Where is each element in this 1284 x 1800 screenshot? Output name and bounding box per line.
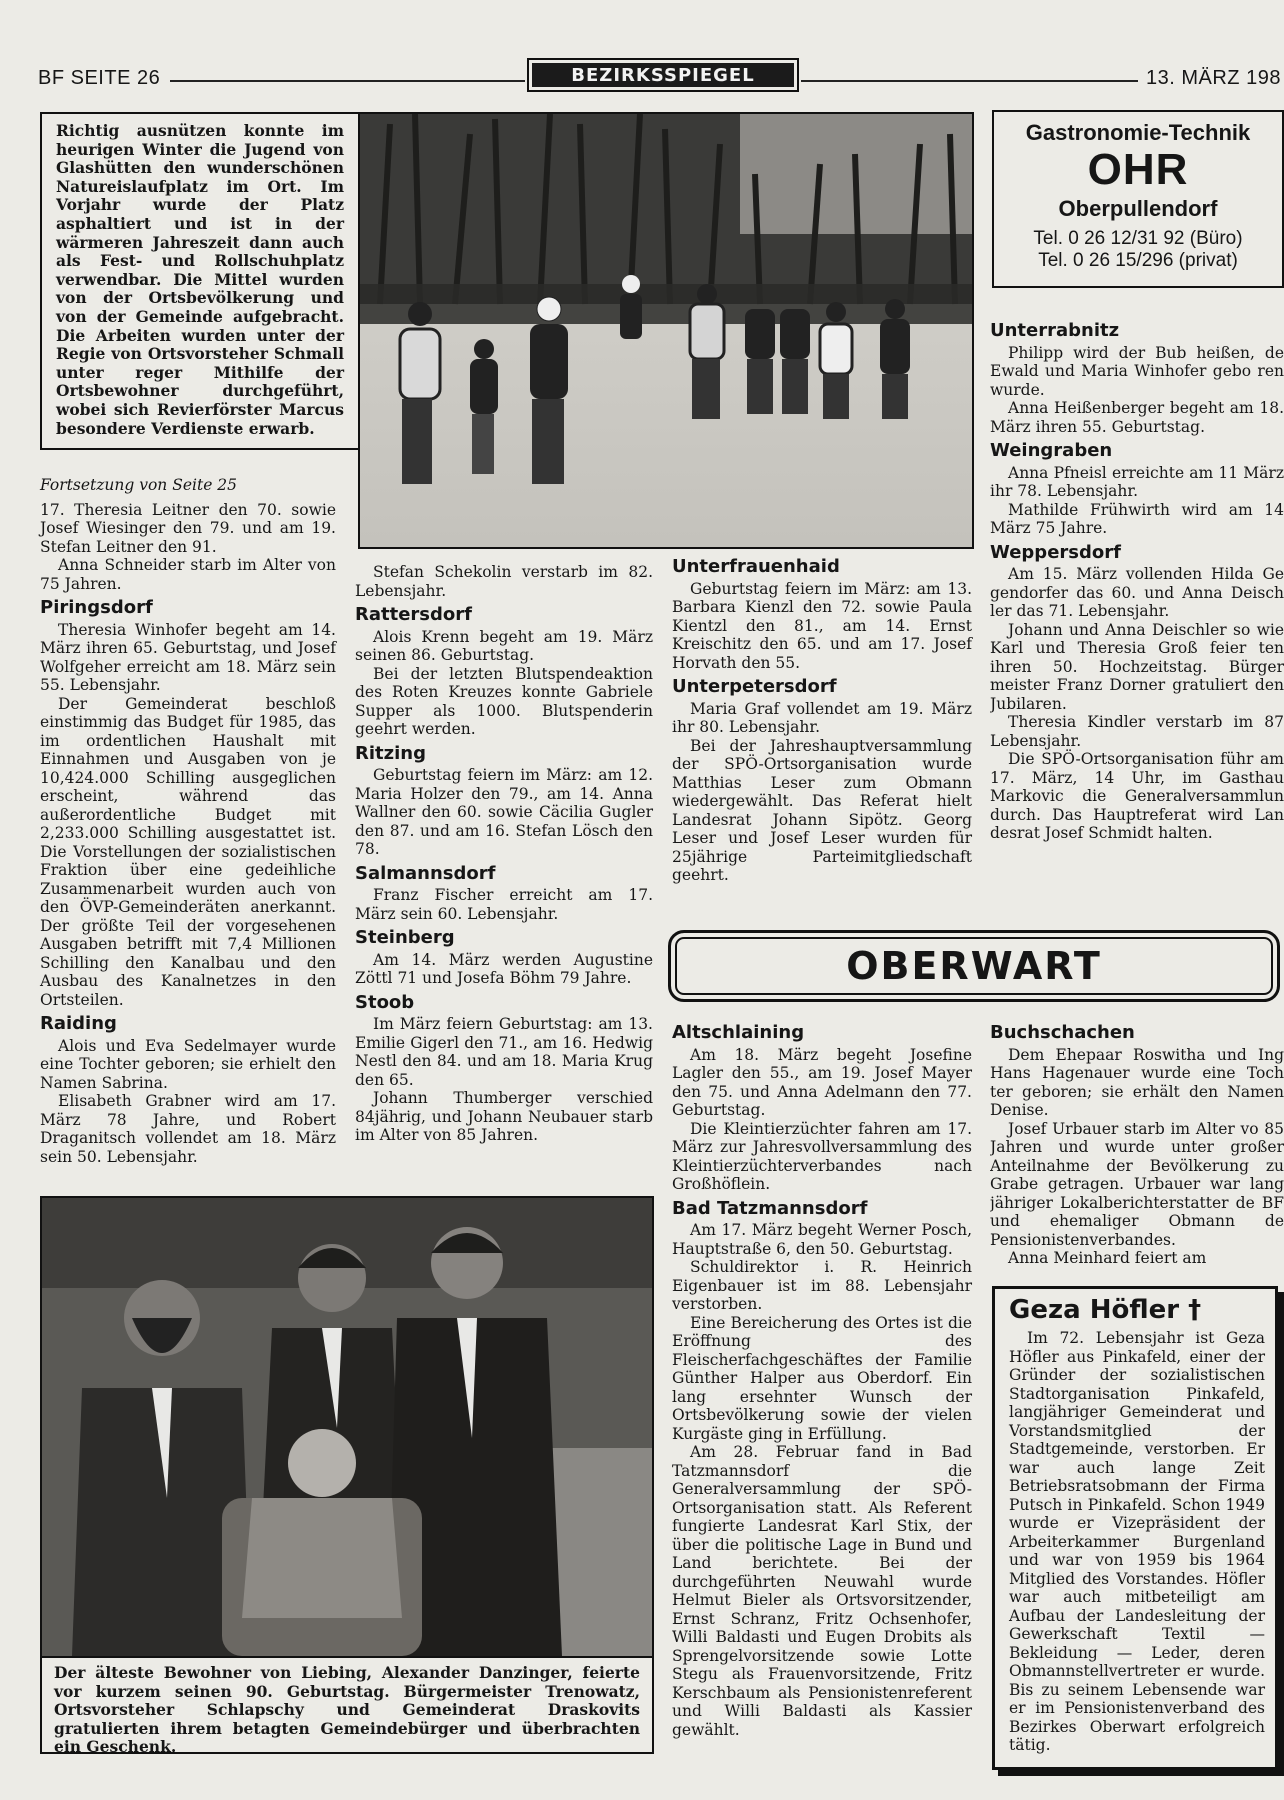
paragraph: Stefan Schekolin verstarb im 82. Lebensjahr. [355,563,653,600]
column-6 [990,1024,1284,1274]
paragraph: Anna Meinhard feiert am [1008,1249,1207,1267]
heading-piringsdorf: Piringsdorf [40,597,153,618]
heading-unterrabnitz: Unterrabnitz [990,322,1120,341]
family-caption-text: Der älteste Bewohner von Liebing, Alexander Danzinger, feierte vor kurzem seinen 90. Geburtstag. Bürgermeister Trenowatz, Ortsvorsteher Schlapschy und Gemeinderat Draskovits gratulierten ihrem betagten Gemeindebürger und überbrachten ein Geschenk. [54,1663,640,1757]
paragraph: Johann und Anna Deischler so wie Karl und Theresia Groß feier ten ihren 50. Hochzeitstag. Bürger meister Franz Dorner gratuliert den Jubilaren. [990,620,1284,713]
heading-bad-tatzmannsdorf: Bad Tatzmannsdorf [672,1197,868,1219]
ad-tel1: Tel. 0 26 12/31 92 (Büro) [1033,228,1243,249]
ad-line1: Gastronomie-Technik [1025,120,1251,145]
family-caption-box [40,1656,654,1757]
obituary-text: Im 72. Lebensjahr ist Geza Höfler aus Pinkafeld, einer der Gründer der sozialistischen Stadtorganisation Pinkafeld, langjähriger Gemeinderat und Vorstandsmitglied der Stadtgemeinde, verstorben. Er war auch lange Zeit Betriebsratsobmann der Firma Putsch in Pinkafeld. Schon 1949 wurde er Vizepräsident der Arbeiterkammer Burgenland und war von 1959 bis 1964 Mitglied des Vorstandes. Höfler war auch mitbeteiligt am Aufbau der Landesleitung der Gewerkschaft Textil — Bekleidung — Leder, deren Obmannstellvertreter er wurde. Bis zu seinem Lebensende war er im Pensionistenverband des Bezirkes Oberwart erfolgreich tätig. [1009,1329,1265,1754]
heading-rattersdorf: Rattersdorf [355,604,472,625]
ad-tel2: Tel. 0 26 15/296 (privat) [1038,250,1238,271]
paragraph: Anna Heißenberger begeht am 18. März ihren 55. Geburtstag. [990,399,1284,436]
paragraph: Geburtstag feiern im März: am 13. Barbara Kienzl den 72. sowie Paula Kientzl den 81., am 14. Ernst Kreischitz den 65. und am 17. Josef Horvath den 55. [672,579,972,672]
section-banner-oberwart [668,930,1280,1002]
column-2 [355,563,653,1145]
heading-unterpetersdorf: Unterpetersdorf [672,676,837,697]
ad-company-name: OHR [1087,145,1189,194]
paragraph: Franz Fischer erreicht am 17. März sein 60. Lebensjahr. [355,886,653,923]
paragraph: Bei der Jahreshauptversammlung der SPÖ-Ortsorganisation wurde Matthias Leser zum Obmann wiedergewählt. Das Referat hielt Landesrat Johann Sipötz. Georg Leser und Josef Leser wurden für 25jährige Parteimitgliedschaft geehrt. [672,736,972,884]
paragraph: Alois Krenn begeht am 19. März seinen 86. Geburtstag. [355,627,653,664]
paragraph: Eine Bereicherung des Ortes ist die Eröffnung des Fleischerfachgeschäftes der Familie Günther Halper aus Oberdorf. Ein lang ersehnter Wunsch der Ortsbevölkerung sowie der vielen Kurgäste ging in Erfüllung. [672,1313,972,1443]
paragraph: Anna Schneider starb im Alter von 75 Jahren. [40,556,336,593]
heading-unterfrauenhaid: Unterfrauenhaid [672,556,840,577]
paragraph: Am 14. März werden Augustine Zöttl 71 und Josefa Böhm 79 Jahre. [355,950,653,987]
ad-place: Oberpullendorf [1058,196,1218,221]
family-photo-image [42,1198,652,1656]
paragraph: 17. Theresia Leitner den 70. sowie Josef Wiesinger den 79. und am 19. Stefan Leitner den 91. [40,500,336,556]
paragraph: Alois und Eva Sedelmayer wurde eine Tochter geboren; sie erhielt den Namen Sabrina. [40,1036,336,1092]
header-rule-left [170,80,525,82]
header-rule-right [801,80,1138,82]
column-4 [990,322,1284,922]
paragraph: Geburtstag feiern im März: am 12. Maria Holzer den 79., am 14. Anna Wallner den 60. sowie Cäcilia Gugler den 87. und am 16. Stefan Lösch den 78. [355,766,653,858]
paragraph: Im März feiern Geburtstag: am 13. Emilie Gigerl den 71., am 16. Hedwig Nestl den 84. und am 18. Maria Krug den 65. [355,1015,653,1089]
heading-stoob: Stoob [355,991,415,1013]
skating-caption-box [40,112,360,450]
paragraph: Maria Graf vollendet am 19. März ihr 80. Lebensjahr. [672,699,972,736]
column-5 [672,1024,972,1739]
column-3 [672,558,972,885]
paragraph: Der Gemeinderat beschloß einstimmig das Budget für 1985, das im ordentlichen Haushalt mit Einnahmen und Ausgaben von je 10,424.000 Schilling ausgeglichen erscheint, während das außerordentliche Budget mit 2,233.000 Schilling ausgestattet ist. Die Vorstellungen der sozialistischen Fraktion über eine gedeihliche Zusammenarbeit wurden auch von den ÖVP-Gemeinderäten anerkannt. Der größte Teil der vorgesehenen Ausgaben betrifft mit 7,4 Millionen Schilling den Kanalbau und den Ausbau des Kanalnetzes in den Ortsteilen. [40,694,336,1009]
paragraph: Mathilde Frühwirth wird am 14 März 75 Jahre. [990,500,1284,537]
heading-buchschachen: Buchschachen [990,1024,1135,1043]
skating-photo-image [360,114,972,547]
heading-weppersdorf: Weppersdorf [990,541,1121,563]
paragraph: Die Kleintierzüchter fahren am 17. März zur Jahresvollversammlung des Kleintierzüchterverbandes nach Großhöflein. [672,1119,972,1193]
section-banner-title: OBERWART [846,944,1102,988]
skating-caption-text: Richtig ausnützen konnte im heurigen Winter die Jugend von Glashütten den wunderschönen Natureislaufplatz im Ort. Im Vorjahr wurde der Platz asphaltiert und ist in der wärmeren Jahreszeit dann auch als Fest- und Rollschuhplatz verwendbar. Die Mittel wurden von der Ortsbevölkerung und von der Gemeinde aufgebracht. Die Arbeiten wurden unter der Regie von Ortsvorsteher Schmall unter reger Mithilfe der Ortsbewohner durchgeführt, wobei sich Revierförster Marcus besondere Verdienste erwarb. [56,121,344,438]
paragraph: Josef Urbauer starb im Alter vo 85 Jahren und wurde unter großer Anteilnahme der Bevölkerung zu Grabe getragen. Urbauer war lang jähriger Lokalberichterstatter de BF und ehemaliger Obmann de Pensionistenverbandes. [990,1119,1284,1249]
paragraph: Theresia Kindler verstarb im 87 Lebensjahr. [990,713,1284,750]
paragraph: Philipp wird der Bub heißen, de Ewald und Maria Winhofer gebo ren wurde. [990,343,1284,399]
paragraph: Bei der letzten Blutspendeaktion des Roten Kreuzes konnte Gabriele Supper als 1000. Blutspenderin geehrt werden. [355,664,653,738]
obituary-title: Geza Höfler † [1009,1295,1202,1325]
obituary-text-wrap [1009,1329,1265,1755]
obituary-box [992,1286,1278,1770]
paragraph: Am 15. März vollenden Hilda Ge gendorfer das 60. und Anna Deisch ler das 71. Lebensjahr. [990,565,1284,620]
ad-gastronomie-technik [992,110,1284,288]
paragraph: Am 28. Februar fand in Bad Tatzmannsdorf die Generalversammlung der SPÖ-Ortsorganisation statt. Als Referent fungierte Landesrat Karl Stix, der über die politische Lage in Bund und Land berichtete. Bei der durchgeführten Neuwahl wurde Helmut Bieler als Ortsvorsitzender, Ernst Schranz, Fritz Ochsenhofer, Willi Baldasti und Eugen Drobits als Sprengelvorsitzende sowie Lotte Stegu als Frauenvorsitzende, Fritz Kerschbaum als Pensionistenreferent und Willi Baldasti als Kassier gewählt. [672,1443,972,1739]
paragraph: Die SPÖ-Ortsorganisation führ am 17. März, 14 Uhr, im Gasthau Markovic die Generalversammlun durch. Das Hauptreferat wird Lan desrat Josef Schmidt halten. [990,750,1284,842]
masthead-title: BEZIRKSSPIEGEL [532,63,794,87]
column-1 [40,476,336,1166]
family-photo [40,1196,654,1658]
paragraph: Theresia Winhofer begeht am 14. März ihren 65. Geburtstag, und Josef Wolfgeher erreicht am 18. März sein 55. Lebensjahr. [40,620,336,694]
heading-raiding: Raiding [40,1013,117,1034]
issue-date: 13. MÄRZ 198 [1146,67,1281,89]
paragraph: Elisabeth Grabner wird am 17. März 78 Jahre, und Robert Draganitsch vollendet am 18. März sein 50. Lebensjahr. [40,1092,336,1166]
skating-photo [358,112,974,549]
heading-ritzing: Ritzing [355,742,426,764]
continued-note: Fortsetzung von Seite 25 [40,476,238,494]
page-number: BF SEITE 26 [38,67,161,89]
paragraph: Schuldirektor i. R. Heinrich Eigenbauer ist im 88. Lebensjahr verstorben. [672,1258,972,1313]
masthead [527,58,799,92]
paragraph: Anna Pfneisl erreichte am 11 März ihr 78. Lebensjahr. [990,463,1284,500]
heading-salmannsdorf: Salmannsdorf [355,862,496,884]
heading-weingraben: Weingraben [990,440,1113,461]
heading-steinberg: Steinberg [355,927,455,948]
paragraph: Am 17. März begeht Werner Posch, Hauptstraße 6, den 50. Geburtstag. [672,1221,972,1258]
paragraph: Dem Ehepaar Roswitha und Ing Hans Hagenauer wurde eine Toch ter geboren; sie erhält den Namen Denise. [990,1045,1284,1119]
paragraph: Johann Thumberger verschied 84jährig, und Johann Neubauer starb im Alter von 85 Jahren. [355,1089,653,1144]
heading-altschlaining: Altschlaining [672,1022,805,1043]
paragraph: Am 18. März begeht Josefine Lagler den 55., am 19. Josef Mayer den 75. und Anna Adelmann den 77. Geburtstag. [672,1045,972,1119]
